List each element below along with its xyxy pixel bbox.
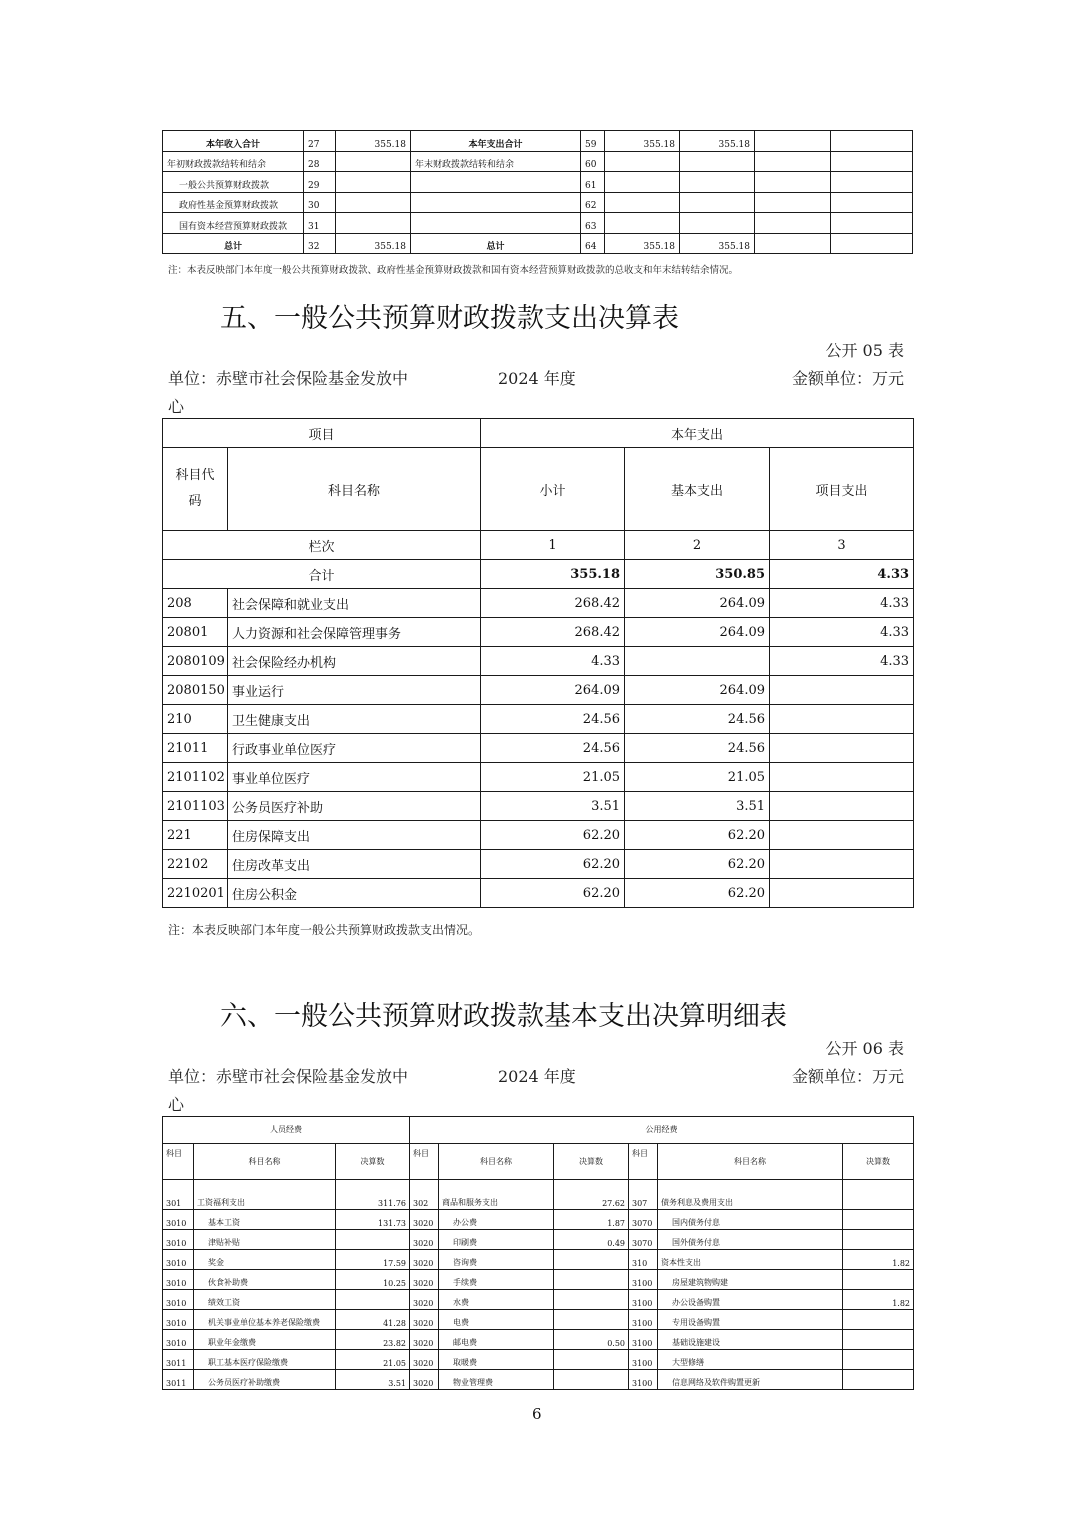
total-basic: 350.85 xyxy=(625,560,770,589)
personnel-code: 3010 xyxy=(163,1330,194,1350)
subject-code: 210 xyxy=(163,705,228,734)
goods-code: 3020 xyxy=(410,1310,439,1330)
subject-name: 行政事业单位医疗 xyxy=(228,734,481,763)
table-row xyxy=(163,233,913,254)
header-amount: 决算数 xyxy=(554,1144,629,1180)
subject-code: 208 xyxy=(163,589,228,618)
subject-name: 住房公积金 xyxy=(228,879,481,908)
goods-code: 3020 xyxy=(410,1330,439,1350)
project-amount xyxy=(770,705,914,734)
capital-code: 3100 xyxy=(629,1310,658,1330)
table-row xyxy=(163,792,914,821)
capital-code: 3070 xyxy=(629,1210,658,1230)
subtotal-amount: 268.42 xyxy=(481,618,625,647)
personnel-amount: 131.73 xyxy=(336,1210,410,1230)
header-column-index: 栏次 xyxy=(163,531,481,560)
capital-name: 债务利息及费用支出 xyxy=(658,1180,843,1210)
header-code: 科目 xyxy=(163,1144,194,1180)
subject-name: 卫生健康支出 xyxy=(228,705,481,734)
subtotal-amount: 24.56 xyxy=(481,734,625,763)
personnel-name: 职业年金缴费 xyxy=(194,1330,336,1350)
table-row xyxy=(163,1250,914,1270)
project-amount xyxy=(770,792,914,821)
subtotal-amount: 24.56 xyxy=(481,705,625,734)
section5-year: 2024 年度 xyxy=(498,369,576,388)
goods-amount xyxy=(554,1310,629,1330)
subject-code: 20801 xyxy=(163,618,228,647)
goods-name: 咨询费 xyxy=(439,1250,554,1270)
column-index-1: 1 xyxy=(481,531,625,560)
header-code: 科目 xyxy=(629,1144,658,1180)
goods-amount xyxy=(554,1270,629,1290)
header-subtotal: 小计 xyxy=(481,448,625,531)
income-line-number: 29 xyxy=(304,172,336,193)
header-personnel: 人员经费 xyxy=(163,1117,410,1144)
project-amount: 4.33 xyxy=(770,618,914,647)
project-amount xyxy=(770,850,914,879)
basic-amount: 21.05 xyxy=(625,763,770,792)
income-item-label: 年初财政拨款结转和结余 xyxy=(163,151,304,172)
fiscal-summary-table xyxy=(162,130,913,254)
expense-amount-3 xyxy=(755,213,831,234)
personnel-code: 3010 xyxy=(163,1230,194,1250)
subtotal-amount: 62.20 xyxy=(481,879,625,908)
table-row xyxy=(163,1270,914,1290)
goods-amount: 0.49 xyxy=(554,1230,629,1250)
subtotal-amount: 21.05 xyxy=(481,763,625,792)
personnel-amount xyxy=(336,1230,410,1250)
expense-line-number: 63 xyxy=(581,213,605,234)
goods-name: 办公费 xyxy=(439,1210,554,1230)
goods-name: 邮电费 xyxy=(439,1330,554,1350)
personnel-code: 3010 xyxy=(163,1290,194,1310)
personnel-amount: 3.51 xyxy=(336,1370,410,1390)
expense-amount-4 xyxy=(831,151,913,172)
capital-code: 310 xyxy=(629,1250,658,1270)
subject-code: 2080150 xyxy=(163,676,228,705)
basic-amount: 62.20 xyxy=(625,821,770,850)
personnel-name: 绩效工资 xyxy=(194,1290,336,1310)
capital-amount xyxy=(843,1210,914,1230)
section5-title: 五、一般公共预算财政拨款支出决算表 xyxy=(220,303,679,334)
expenditure-table xyxy=(162,418,914,908)
section5-table-number: 公开 05 表 xyxy=(825,341,904,360)
project-amount: 4.33 xyxy=(770,647,914,676)
capital-amount xyxy=(843,1350,914,1370)
subtotal-amount: 4.33 xyxy=(481,647,625,676)
table-row xyxy=(163,705,914,734)
subject-code: 221 xyxy=(163,821,228,850)
section6-title: 六、一般公共预算财政拨款基本支出决算明细表 xyxy=(220,1001,787,1032)
expense-item-label xyxy=(411,213,581,234)
basic-amount: 264.09 xyxy=(625,676,770,705)
expense-item-label xyxy=(411,192,581,213)
capital-code: 307 xyxy=(629,1180,658,1210)
capital-name: 资本性支出 xyxy=(658,1250,843,1270)
capital-code: 3070 xyxy=(629,1230,658,1250)
personnel-name: 伙食补助费 xyxy=(194,1270,336,1290)
subject-name: 事业运行 xyxy=(228,676,481,705)
table-row xyxy=(163,172,913,193)
header-name: 科目名称 xyxy=(194,1144,336,1180)
personnel-amount: 10.25 xyxy=(336,1270,410,1290)
income-line-number: 31 xyxy=(304,213,336,234)
expense-line-number: 62 xyxy=(581,192,605,213)
personnel-name: 机关事业单位基本养老保险缴费 xyxy=(194,1310,336,1330)
expense-amount-1 xyxy=(605,151,680,172)
table-row xyxy=(163,1230,914,1250)
expense-amount-2 xyxy=(680,213,755,234)
header-this-year-expense: 本年支出 xyxy=(481,419,914,448)
subject-name: 公务员医疗补助 xyxy=(228,792,481,821)
table-row xyxy=(163,213,913,234)
income-amount xyxy=(336,151,411,172)
personnel-name: 公务员医疗补助缴费 xyxy=(194,1370,336,1390)
capital-code: 3100 xyxy=(629,1270,658,1290)
goods-code: 302 xyxy=(410,1180,439,1210)
header-name: 科目名称 xyxy=(228,448,481,531)
income-amount xyxy=(336,192,411,213)
personnel-name: 奖金 xyxy=(194,1250,336,1270)
table-row xyxy=(163,1310,914,1330)
table-row xyxy=(163,589,914,618)
basic-amount: 264.09 xyxy=(625,618,770,647)
capital-amount xyxy=(843,1180,914,1210)
expense-line-number: 64 xyxy=(581,233,605,254)
expense-amount-4 xyxy=(831,213,913,234)
personnel-amount: 21.05 xyxy=(336,1350,410,1370)
personnel-amount: 17.59 xyxy=(336,1250,410,1270)
subject-name: 社会保险经办机构 xyxy=(228,647,481,676)
subject-code: 2080109 xyxy=(163,647,228,676)
goods-code: 3020 xyxy=(410,1350,439,1370)
income-line-number: 32 xyxy=(304,233,336,254)
expense-amount-3 xyxy=(755,192,831,213)
expense-amount-4 xyxy=(831,172,913,193)
income-amount: 355.18 xyxy=(336,131,411,152)
capital-amount xyxy=(843,1330,914,1350)
expense-item-label xyxy=(411,172,581,193)
section5-currency: 金额单位：万元 xyxy=(791,369,904,388)
column-index-2: 2 xyxy=(625,531,770,560)
basic-amount xyxy=(625,647,770,676)
personnel-amount: 311.76 xyxy=(336,1180,410,1210)
goods-name: 水费 xyxy=(439,1290,554,1310)
expense-amount-4 xyxy=(831,192,913,213)
table-row xyxy=(163,1350,914,1370)
capital-name: 大型修缮 xyxy=(658,1350,843,1370)
expense-amount-4 xyxy=(831,233,913,254)
section6-currency: 金额单位：万元 xyxy=(791,1067,904,1086)
column-index-3: 3 xyxy=(770,531,914,560)
personnel-code: 3011 xyxy=(163,1350,194,1370)
personnel-name: 工资福利支出 xyxy=(194,1180,336,1210)
personnel-code: 301 xyxy=(163,1180,194,1210)
personnel-name: 职工基本医疗保险缴费 xyxy=(194,1350,336,1370)
section5-unit-wrap: 心 xyxy=(168,397,185,416)
header-project-expense: 项目支出 xyxy=(770,448,914,531)
income-item-label: 一般公共预算财政拨款 xyxy=(163,172,304,193)
subtotal-amount: 264.09 xyxy=(481,676,625,705)
expense-amount-3 xyxy=(755,131,831,152)
basic-expense-detail-table xyxy=(162,1116,914,1390)
income-line-number: 28 xyxy=(304,151,336,172)
personnel-code: 3011 xyxy=(163,1370,194,1390)
subject-code: 2101102 xyxy=(163,763,228,792)
header-amount: 决算数 xyxy=(843,1144,914,1180)
expense-amount-2: 355.18 xyxy=(680,233,755,254)
income-amount xyxy=(336,213,411,234)
expense-amount-2: 355.18 xyxy=(680,131,755,152)
capital-name: 国外债务付息 xyxy=(658,1230,843,1250)
expense-amount-3 xyxy=(755,151,831,172)
goods-name: 手续费 xyxy=(439,1270,554,1290)
table-row xyxy=(163,850,914,879)
goods-amount: 1.87 xyxy=(554,1210,629,1230)
subject-name: 社会保障和就业支出 xyxy=(228,589,481,618)
section5-note: 注：本表反映部门本年度一般公共预算财政拨款支出情况。 xyxy=(168,923,481,937)
goods-code: 3020 xyxy=(410,1270,439,1290)
goods-name: 电费 xyxy=(439,1310,554,1330)
income-line-number: 30 xyxy=(304,192,336,213)
section6-unit-wrap: 心 xyxy=(168,1095,185,1114)
goods-code: 3020 xyxy=(410,1370,439,1390)
table-row xyxy=(163,676,914,705)
section6-table-number: 公开 06 表 xyxy=(825,1039,904,1058)
subtotal-amount: 3.51 xyxy=(481,792,625,821)
capital-amount xyxy=(843,1370,914,1390)
expense-amount-3 xyxy=(755,233,831,254)
header-code: 科目 xyxy=(410,1144,439,1180)
expense-amount-2 xyxy=(680,151,755,172)
table-row xyxy=(163,618,914,647)
subtotal-amount: 268.42 xyxy=(481,589,625,618)
expense-amount-1 xyxy=(605,192,680,213)
goods-code: 3020 xyxy=(410,1230,439,1250)
subtotal-amount: 62.20 xyxy=(481,821,625,850)
header-basic: 基本支出 xyxy=(625,448,770,531)
goods-name: 取暖费 xyxy=(439,1350,554,1370)
total-subtotal: 355.18 xyxy=(481,560,625,589)
capital-code: 3100 xyxy=(629,1350,658,1370)
expense-amount-2 xyxy=(680,172,755,193)
goods-name: 印刷费 xyxy=(439,1230,554,1250)
expense-line-number: 61 xyxy=(581,172,605,193)
expense-amount-1: 355.18 xyxy=(605,233,680,254)
table-row xyxy=(163,1180,914,1210)
table-row xyxy=(163,734,914,763)
expense-item-label: 本年支出合计 xyxy=(411,131,581,152)
basic-amount: 62.20 xyxy=(625,879,770,908)
page-number: 6 xyxy=(532,1405,542,1423)
goods-code: 3020 xyxy=(410,1290,439,1310)
section5-unit: 单位：赤壁市社会保险基金发放中 xyxy=(168,369,409,388)
header-name: 科目名称 xyxy=(658,1144,843,1180)
goods-amount xyxy=(554,1290,629,1310)
expense-amount-2 xyxy=(680,192,755,213)
goods-name: 物业管理费 xyxy=(439,1370,554,1390)
goods-amount xyxy=(554,1370,629,1390)
subject-name: 住房保障支出 xyxy=(228,821,481,850)
subject-code: 2210201 xyxy=(163,879,228,908)
personnel-name: 基本工资 xyxy=(194,1210,336,1230)
table-row xyxy=(163,647,914,676)
personnel-amount xyxy=(336,1290,410,1310)
basic-amount: 264.09 xyxy=(625,589,770,618)
basic-amount: 24.56 xyxy=(625,705,770,734)
expense-amount-4 xyxy=(831,131,913,152)
capital-amount xyxy=(843,1270,914,1290)
expense-line-number: 60 xyxy=(581,151,605,172)
income-amount: 355.18 xyxy=(336,233,411,254)
expense-line-number: 59 xyxy=(581,131,605,152)
capital-amount xyxy=(843,1230,914,1250)
goods-name: 商品和服务支出 xyxy=(439,1180,554,1210)
capital-name: 国内债务付息 xyxy=(658,1210,843,1230)
table4-note: 注：本表反映部门本年度一般公共预算财政拨款、政府性基金预算财政拨款和国有资本经营预算财政拨款的总收支和年末结转结余情况。 xyxy=(168,265,739,276)
capital-amount xyxy=(843,1310,914,1330)
project-amount xyxy=(770,676,914,705)
table-row xyxy=(163,1330,914,1350)
goods-amount xyxy=(554,1350,629,1370)
header-name: 科目名称 xyxy=(439,1144,554,1180)
income-item-label: 本年收入合计 xyxy=(163,131,304,152)
goods-code: 3020 xyxy=(410,1250,439,1270)
personnel-code: 3010 xyxy=(163,1310,194,1330)
capital-code: 3100 xyxy=(629,1290,658,1310)
personnel-code: 3010 xyxy=(163,1210,194,1230)
table-row xyxy=(163,821,914,850)
personnel-amount: 23.82 xyxy=(336,1330,410,1350)
section6-unit: 单位：赤壁市社会保险基金发放中 xyxy=(168,1067,409,1086)
section6-year: 2024 年度 xyxy=(498,1067,576,1086)
table-row xyxy=(163,131,913,152)
subject-code: 2101103 xyxy=(163,792,228,821)
project-amount xyxy=(770,821,914,850)
basic-amount: 24.56 xyxy=(625,734,770,763)
personnel-amount: 41.28 xyxy=(336,1310,410,1330)
income-item-label: 总计 xyxy=(163,233,304,254)
table-row xyxy=(163,763,914,792)
capital-code: 3100 xyxy=(629,1330,658,1350)
project-amount xyxy=(770,763,914,792)
capital-name: 基础设施建设 xyxy=(658,1330,843,1350)
table-row xyxy=(163,1370,914,1390)
expense-item-label: 总计 xyxy=(411,233,581,254)
total-project: 4.33 xyxy=(770,560,914,589)
expense-amount-3 xyxy=(755,172,831,193)
expense-amount-1: 355.18 xyxy=(605,131,680,152)
capital-name: 专用设备购置 xyxy=(658,1310,843,1330)
income-item-label: 政府性基金预算财政拨款 xyxy=(163,192,304,213)
expense-amount-1 xyxy=(605,172,680,193)
expense-item-label: 年末财政拨款结转和结余 xyxy=(411,151,581,172)
personnel-code: 3010 xyxy=(163,1270,194,1290)
header-code: 科目代码 xyxy=(163,448,228,531)
subtotal-amount: 62.20 xyxy=(481,850,625,879)
basic-amount: 62.20 xyxy=(625,850,770,879)
income-line-number: 27 xyxy=(304,131,336,152)
subject-name: 人力资源和社会保障管理事务 xyxy=(228,618,481,647)
header-public: 公用经费 xyxy=(410,1117,914,1144)
subject-name: 事业单位医疗 xyxy=(228,763,481,792)
subject-name: 住房改革支出 xyxy=(228,850,481,879)
capital-amount: 1.82 xyxy=(843,1290,914,1310)
project-amount xyxy=(770,734,914,763)
table-row xyxy=(163,192,913,213)
subject-code: 22102 xyxy=(163,850,228,879)
goods-code: 3020 xyxy=(410,1210,439,1230)
project-amount: 4.33 xyxy=(770,589,914,618)
goods-amount: 27.62 xyxy=(554,1180,629,1210)
goods-amount: 0.50 xyxy=(554,1330,629,1350)
table-row xyxy=(163,1210,914,1230)
capital-name: 信息网络及软件购置更新 xyxy=(658,1370,843,1390)
total-label: 合计 xyxy=(163,560,481,589)
header-project: 项目 xyxy=(163,419,481,448)
expense-amount-1 xyxy=(605,213,680,234)
goods-amount xyxy=(554,1250,629,1270)
capital-name: 房屋建筑物购建 xyxy=(658,1270,843,1290)
personnel-code: 3010 xyxy=(163,1250,194,1270)
header-amount: 决算数 xyxy=(336,1144,410,1180)
basic-amount: 3.51 xyxy=(625,792,770,821)
capital-amount: 1.82 xyxy=(843,1250,914,1270)
project-amount xyxy=(770,879,914,908)
table-row xyxy=(163,1290,914,1310)
personnel-name: 津贴补贴 xyxy=(194,1230,336,1250)
table-row xyxy=(163,879,914,908)
income-amount xyxy=(336,172,411,193)
subject-code: 21011 xyxy=(163,734,228,763)
table-row xyxy=(163,151,913,172)
income-item-label: 国有资本经营预算财政拨款 xyxy=(163,213,304,234)
capital-name: 办公设备购置 xyxy=(658,1290,843,1310)
capital-code: 3100 xyxy=(629,1370,658,1390)
